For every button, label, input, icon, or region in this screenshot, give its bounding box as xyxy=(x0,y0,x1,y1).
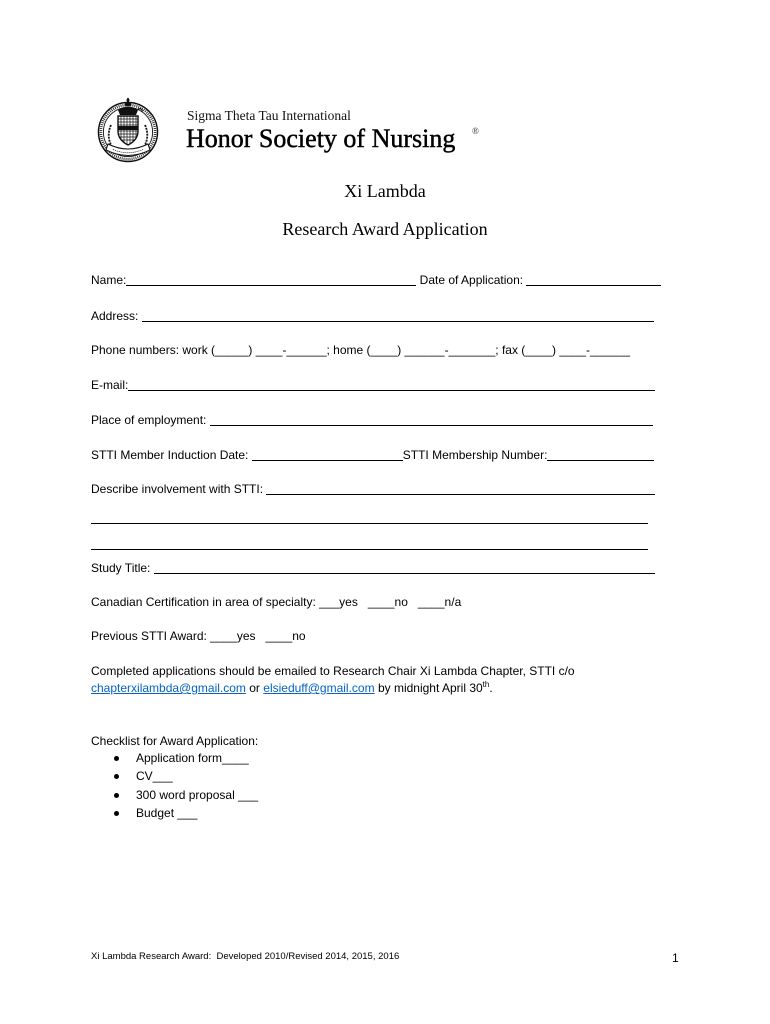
checklist-item-label: Budget ___ xyxy=(136,806,198,820)
footer-revision-note: Xi Lambda Research Award: Developed 2010/Revised 2014, 2015, 2016 xyxy=(91,951,400,962)
employment-blank xyxy=(210,412,653,426)
bullet-icon xyxy=(114,811,119,816)
submission-instructions: Completed applications should be emailed to Research Chair Xi Lambda Chapter, STTI c/o xyxy=(91,664,575,678)
email-link-elsieduff[interactable]: elsieduff@gmail.com xyxy=(263,681,375,695)
deadline-text: by midnight April 30 xyxy=(374,681,483,695)
name-blank xyxy=(126,272,416,286)
checklist-item xyxy=(114,750,249,766)
email-link-chapter[interactable]: chapterxilambda@gmail.com xyxy=(91,681,246,695)
logo-society-name: Honor Society of Nursing xyxy=(186,124,456,153)
induction-date-label: STTI Member Induction Date: xyxy=(91,448,252,462)
submission-contacts xyxy=(91,680,493,696)
stti-membership-row xyxy=(91,447,654,463)
date-of-application-label: Date of Application: xyxy=(416,273,527,287)
employment-row xyxy=(91,412,653,428)
membership-number-label: STTI Membership Number: xyxy=(402,448,548,462)
bullet-icon xyxy=(114,756,119,761)
checklist-item xyxy=(114,787,258,803)
address-blank xyxy=(142,308,654,322)
registered-mark: ® xyxy=(472,126,479,136)
checklist-item xyxy=(114,805,197,821)
involvement-label: Describe involvement with STTI: xyxy=(91,482,267,496)
study-title-blank xyxy=(154,560,655,574)
address-row xyxy=(91,308,654,324)
email-blank xyxy=(128,377,655,391)
page-number: 1 xyxy=(672,951,679,965)
bullet-icon xyxy=(114,774,119,779)
checklist-item-label: Application form____ xyxy=(136,751,249,765)
address-label: Address: xyxy=(91,309,142,323)
study-title-row xyxy=(91,560,655,576)
previous-award-line: Previous STTI Award: ____yes ____no xyxy=(91,629,306,643)
logo-organization-line: Sigma Theta Tau International xyxy=(187,108,351,123)
certification-line: Canadian Certification in area of specialty: ___yes ____no ____n/a xyxy=(91,595,462,609)
deadline-ordinal: th xyxy=(482,680,490,689)
page-title: Research Award Application xyxy=(282,219,488,239)
deadline-period: . xyxy=(489,681,493,695)
honor-society-seal-icon xyxy=(96,97,160,163)
involvement-row xyxy=(91,481,655,497)
email-connector: or xyxy=(245,681,264,695)
bullet-icon xyxy=(114,793,119,798)
checklist-item xyxy=(114,768,173,784)
chapter-name: Xi Lambda xyxy=(344,181,426,201)
involvement-blank-line xyxy=(91,510,648,524)
employment-label: Place of employment: xyxy=(91,413,210,427)
phone-numbers-line: Phone numbers: work (_____) ____-______; home (____) ______-_______; fax (____) ____-______ xyxy=(91,343,631,357)
email-label: E-mail: xyxy=(91,378,129,392)
checklist-item-label: 300 word proposal ___ xyxy=(136,788,259,802)
checklist-item-label: CV___ xyxy=(136,769,173,783)
membership-number-blank xyxy=(547,447,654,461)
induction-date-blank xyxy=(252,447,403,461)
study-title-label: Study Title: xyxy=(91,561,154,575)
name-label: Name: xyxy=(91,273,127,287)
checklist-heading: Checklist for Award Application: xyxy=(91,734,259,748)
name-date-row xyxy=(91,272,661,288)
email-row xyxy=(91,377,655,393)
involvement-blank-line xyxy=(91,536,648,550)
date-of-application-blank xyxy=(526,272,661,286)
involvement-blank xyxy=(266,481,655,495)
